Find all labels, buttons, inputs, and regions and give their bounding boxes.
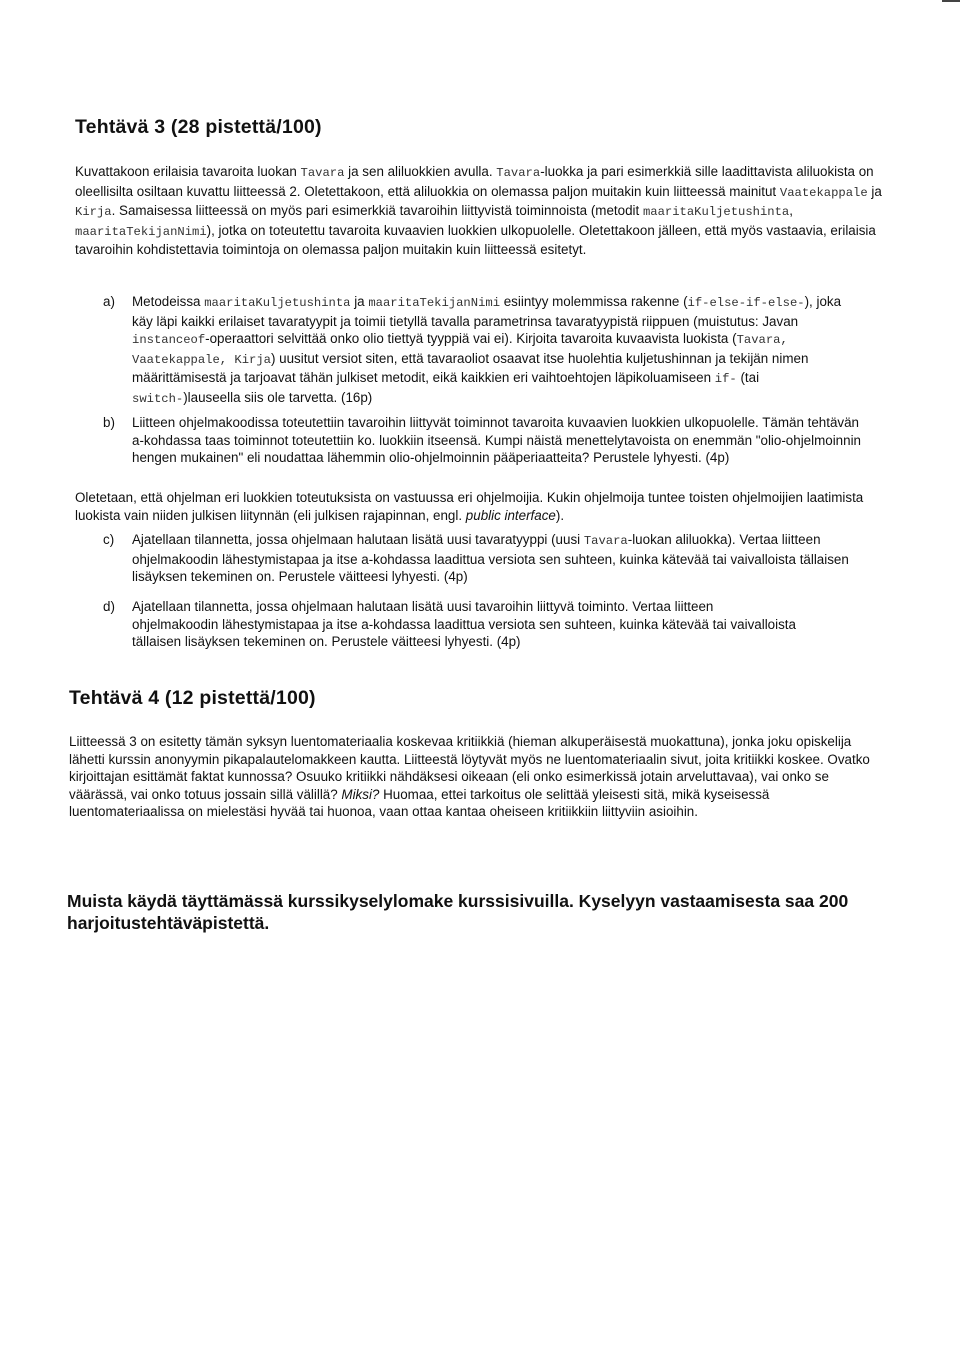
task4-heading: Tehtävä 4 (12 pistettä/100): [69, 687, 316, 709]
task3-middle-text: Oletetaan, että ohjelman eri luokkien toteutuksista on vastuussa eri ohjelmoijia. Kukin ohjelmoija tuntee toisten ohjelmoijien laatimista luokista vain niiden julkisen liitynnän (eli julkisen rajapinnan, engl. public interface).: [75, 490, 864, 523]
course-survey-reminder: Muista käydä täyttämässä kurssikyselylomake kurssisivuilla. Kyselyyn vastaamisesta saa 200 harjoitustehtäväpistettä.: [67, 891, 849, 933]
corner-scan-mark: [942, 0, 960, 2]
task3-heading: Tehtävä 3 (28 pistettä/100): [75, 116, 322, 138]
part-b-label: b): [103, 415, 115, 430]
part-c-text: Ajatellaan tilannetta, jossa ohjelmaan halutaan lisätä uusi tavaratyyppi (uusi Tavara-luokan aliluokka). Vertaa liitteen ohjelmakoodin lähestymistapaa ja itse a-kohdassa laadittua versiota sen suhteen, kuinka kätevää tai vaivalloista tällaisen lisäyksen tekeminen on. Perustele väitteesi lyhyesti. (4p): [132, 532, 849, 585]
part-c-label: c): [103, 532, 115, 547]
part-a-label: a): [103, 294, 115, 309]
part-b-text: Liitteen ohjelmakoodissa toteutettiin tavaroihin liittyvät toiminnot tavaroita kuvaavien luokkien ulkopuolelle. Tämän tehtävän a-kohdassa taas toiminnot toteutettiin ko. luokkiin itseensä. Kumpi näistä menettelytavoista on enemmän "olio-ohjelmoinnin hengen mukainen" eli noudattaa lähemmin olio-ohjelmoinnin pääperiaatteita? Perustele lyhyesti. (4p): [132, 415, 861, 466]
part-d-label: d): [103, 599, 115, 614]
task4-text: Liitteessä 3 on esitetty tämän syksyn luentomateriaalia koskevaa kritiikkiä (hieman alkuperäisestä muokattuna), jonka joku opiskelija lähetti kurssin anonyymin pikapalautelomakkeen kautta. Liitteestä löytyvät myös ne luentomateriaalin sivut, joita kritiikki koskee. Ovatko kirjoittajan esittämät faktat kunnossa? Osuuko kritiikki nähdäksesi oikeaan (eli onko esimerkissä jotain arveluttavaa), vai onko se väärässä, vai onko totuus jossain sillä välillä? Miksi? Huomaa, ettei tarkoitus ole selittää yleisesti sitä, mikä kyseisessä luentomateriaalissa on mielestäsi hyvää tai huonoa, vaan ottaa kantaa oheiseen kritiikkiin liittyviin asioihin.: [69, 734, 870, 820]
part-d-text: Ajatellaan tilannetta, jossa ohjelmaan halutaan lisätä uusi tavaroihin liittyvä toiminto. Vertaa liitteen ohjelmakoodin lähestymistapaa ja itse a-kohdassa laadittua versiota sen suhteen, kuinka kätevää tai vaivalloista tällaisen lisäyksen tekeminen on. Perustele väitteesi lyhyesti. (4p): [132, 599, 796, 650]
task3-intro: Kuvattakoon erilaisia tavaroita luokan Tavara ja sen aliluokkien avulla. Tavara-luokka ja pari esimerkkiä sille laadittavista aliluokista on oleellisilta osiltaan kuvattu liitteessä 2. Oletettakoon, että aliluokkia on olemassa paljon muitakin kuin liitteessä mainitut Vaatekappale ja Kirja. Samaisessa liitteessä on myös pari esimerkkiä tavaroihin liittyvistä toiminnoista (metodit maaritaKuljetushinta, maaritaTekijanNimi), jotka on toteutettu tavaroita kuvaavien luokkien ulkopuolelle. Oletettakoon jälleen, että myös vastaavia, erilaisia tavaroihin kohdistettavia toimintoja on olemassa paljon muitakin kuin liitteessä esitetyt.: [75, 164, 882, 258]
part-a-text: Metodeissa maaritaKuljetushinta ja maaritaTekijanNimi esiintyy molemmissa rakenne (if-else-if-else-), joka käy läpi kaikki erilaiset tavaratyypit ja toimii tietyllä tavalla parametrinsa tavaratyypistä riippuen (muistutus: Javan instanceof-operaattori selvittää onko olio tiettyä tyyppiä vai ei). Kirjoita tavaroita kuvaavista luokista (Tavara, Vaatekappale, Kirja) uusitut versiot siten, että tavaraoliot osaavat itse huolehtia kuljetushinnan ja tekijän nimen määrittämisestä ja tarjoavat tähän julkiset metodit, eikä kaikkien eri vaihtoehtojen läpikoluamiseen if- (tai switch-)lauseella siis ole tarvetta. (16p): [132, 294, 842, 406]
